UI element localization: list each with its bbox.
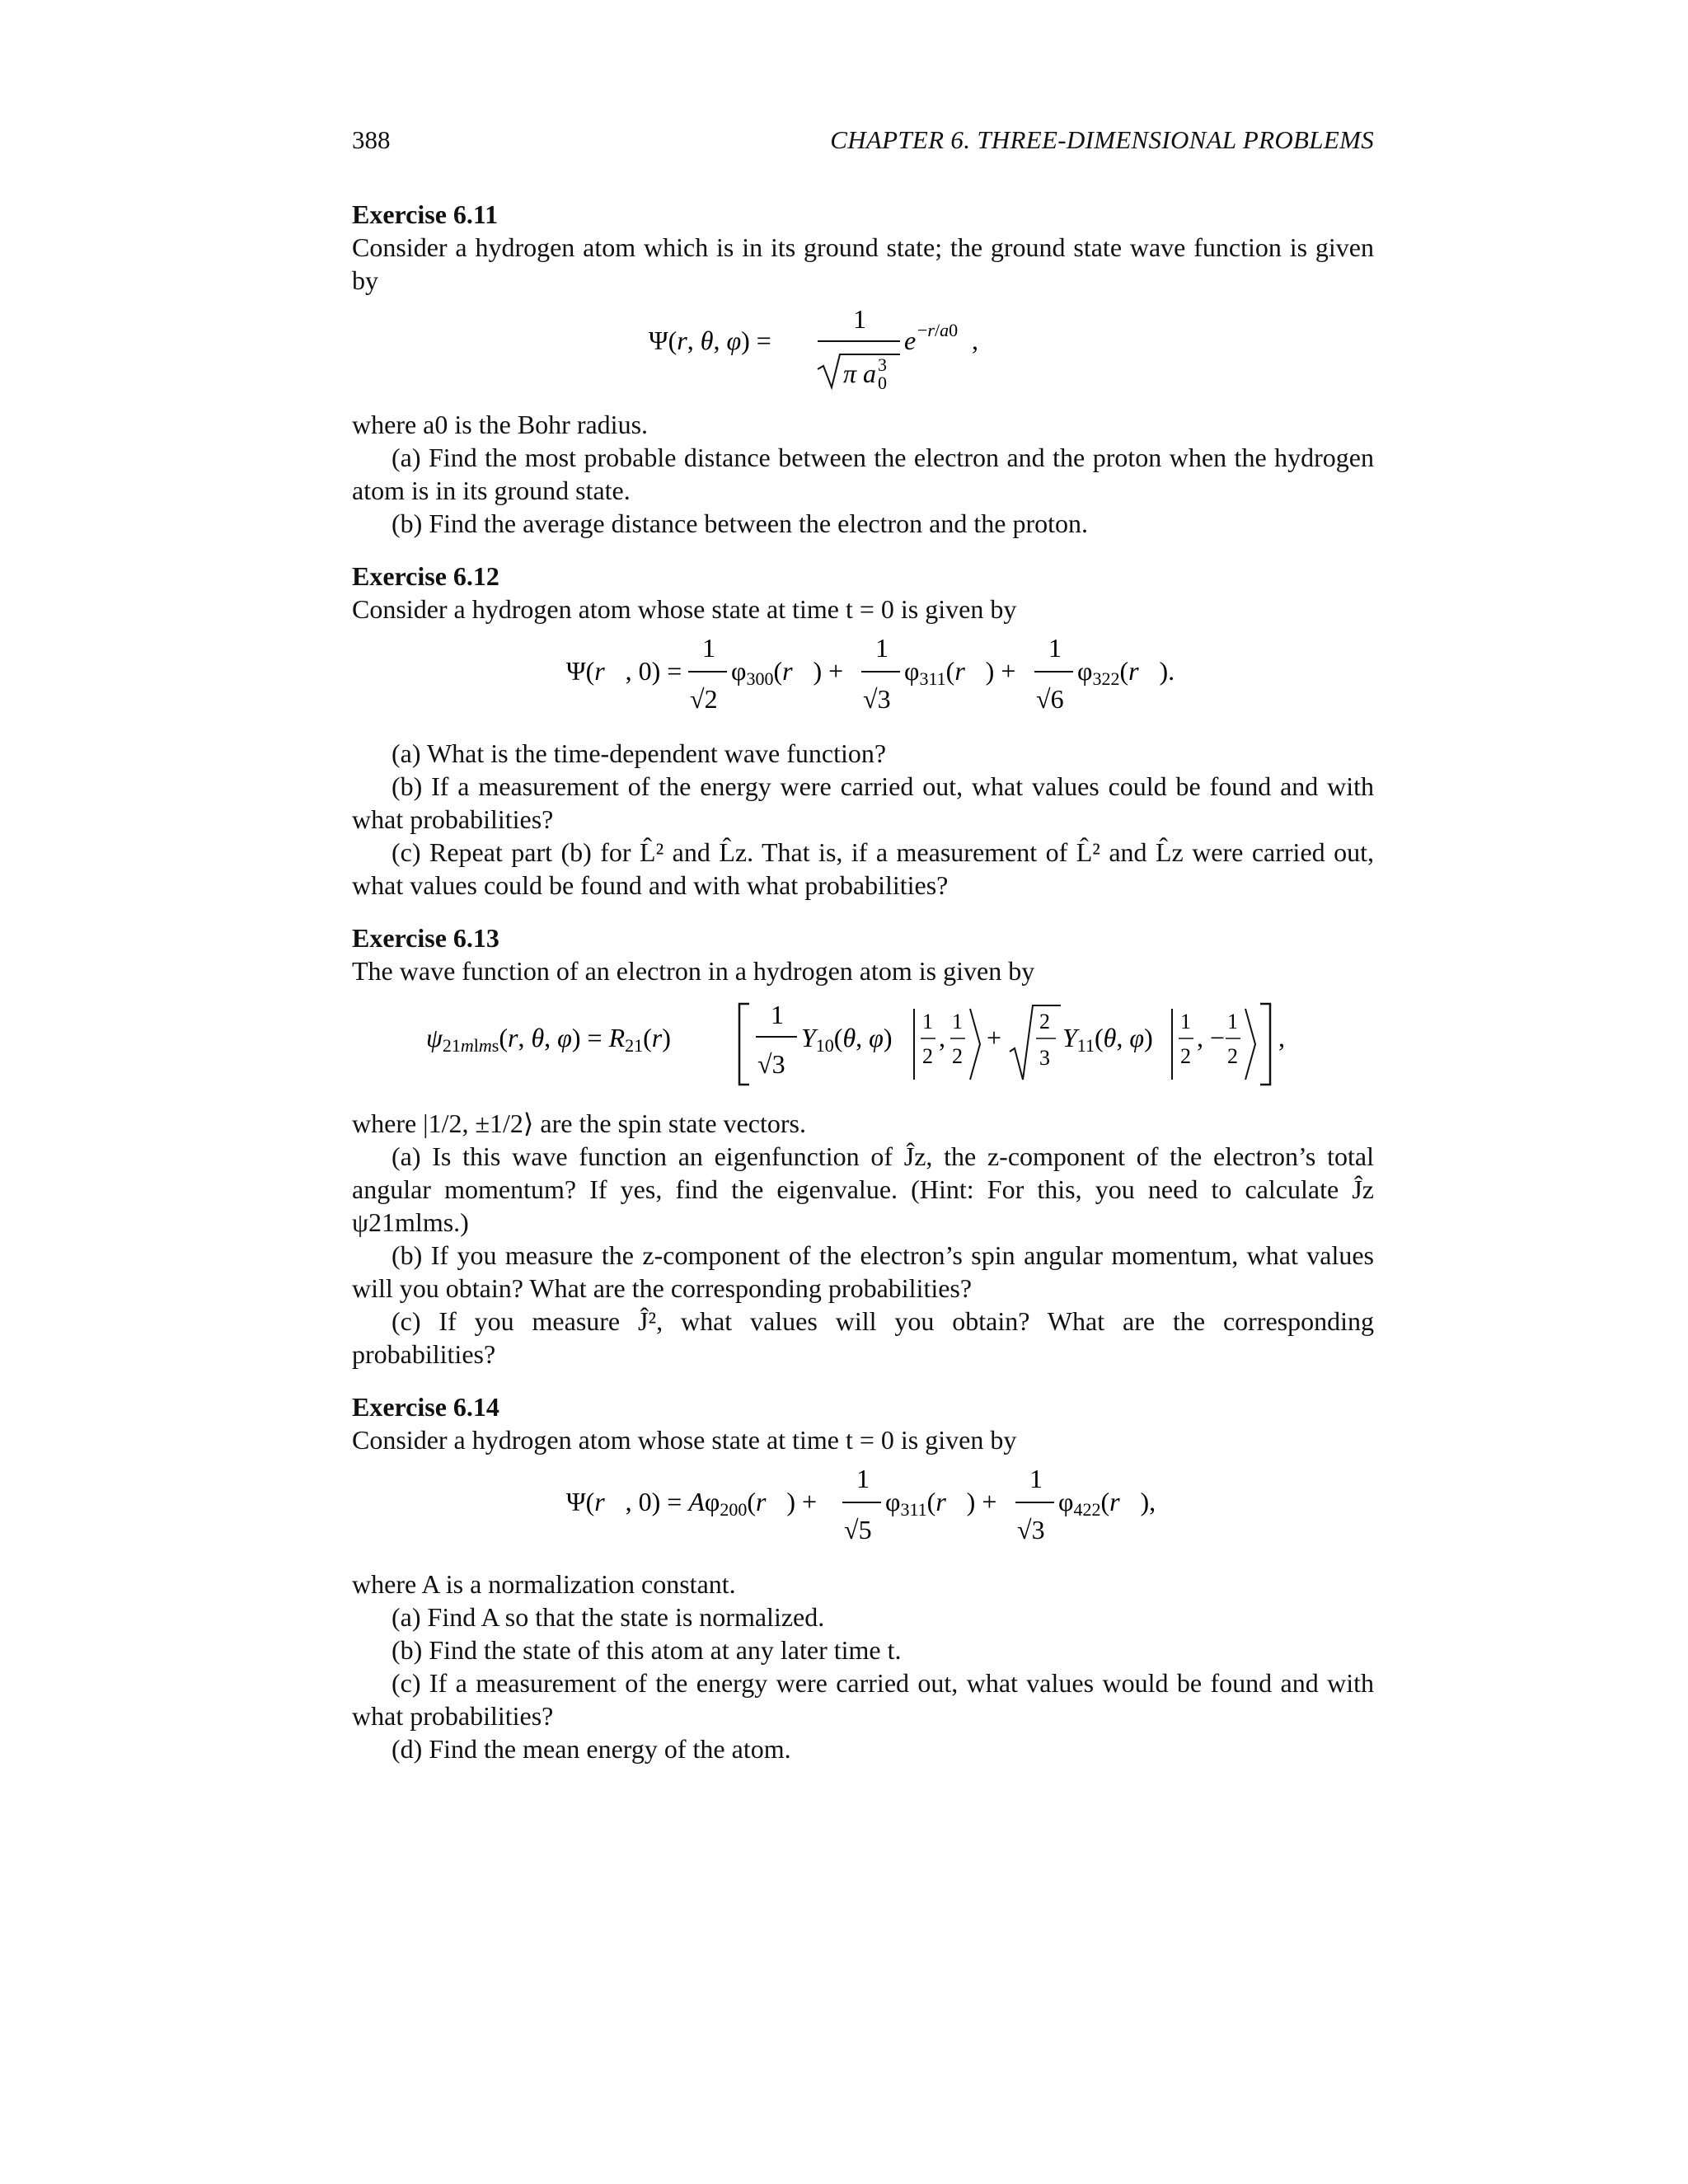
svg-text:φ311(r⃗) +: φ311(r⃗) + [904,656,1016,689]
svg-text:√5: √5 [844,1515,872,1544]
exercise-part-a: (a) What is the time-dependent wave function? [392,738,887,768]
exercise-part-c: (c) If you measure Ĵ², what values will you obtain? What are the corresponding probabilities? [352,1306,1374,1369]
exercise-part-b: (b) Find the state of this atom at any later time t. [392,1635,902,1665]
svg-text:√3: √3 [757,1049,785,1079]
svg-text:Ψ(r⃗, 0) = Aφ200(r⃗) +: Ψ(r⃗, 0) = Aφ200(r⃗) + [566,1487,818,1520]
svg-text:1: 1 [952,1010,963,1033]
svg-text:Ψ(r⃗, 0) =: Ψ(r⃗, 0) = [566,656,682,686]
exercise-intro: Consider a hydrogen atom whose state at time t = 0 is given by [352,594,1017,624]
exercise-part-d: (d) Find the mean energy of the atom. [392,1734,791,1764]
exercise-intro: Consider a hydrogen atom whose state at time t = 0 is given by [352,1425,1017,1455]
exercise-intro: Consider a hydrogen atom which is in its ground state; the ground state wave function is given by [352,232,1374,295]
svg-text:1: 1 [856,1464,870,1493]
svg-text:1: 1 [1227,1010,1238,1033]
exercise-after-equation: where A is a normalization constant. [352,1569,736,1599]
svg-text:,: , [939,1023,945,1052]
exercise-part-a: (a) Is this wave function an eigenfunction of Ĵz, the z-component of the electron’s total angular momentum? If yes, find the eigenvalue. (Hint: For this, you need to calculate Ĵz ψ21mlms.) [352,1141,1374,1237]
svg-text:1: 1 [702,633,715,663]
exercise-part-c: (c) Repeat part (b) for L̂² and L̂z. That is, if a measurement of L̂² and L̂z were carried out, what values could be found and with what probabilities? [352,837,1374,900]
page-content [352,198,1374,1785]
svg-text:1: 1 [875,633,889,663]
exercise-part-b: (b) If you measure the z-component of the electron’s spin angular momentum, what values will you obtain? What are the corresponding probabilities? [352,1240,1374,1303]
svg-text:e: e [904,326,917,355]
svg-text:φ322(r⃗).: φ322(r⃗). [1077,656,1175,689]
equation-svg [566,632,1175,723]
chapter-title: CHAPTER 6. THREE-DIMENSIONAL PROBLEMS [830,125,1374,154]
svg-text:π a: π a [843,359,877,388]
exercise-part-b: (b) Find the average distance between the electron and the proton. [392,509,1088,538]
svg-text:+: + [987,1023,1002,1052]
svg-text:3: 3 [878,354,887,375]
exercise-6-12 [352,560,1374,902]
svg-text:2: 2 [1180,1044,1191,1068]
svg-text:1: 1 [853,304,866,334]
svg-text:1: 1 [1180,1010,1191,1033]
equation-initial-state [352,632,1374,730]
svg-text:√3: √3 [863,684,891,714]
svg-text:√3: √3 [1017,1515,1045,1544]
svg-text:1: 1 [922,1010,933,1033]
svg-text:3: 3 [1039,1046,1050,1070]
svg-text:Y11(θ, φ): Y11(θ, φ) [1062,1023,1153,1056]
page-number: 388 [352,125,391,154]
svg-text:1: 1 [1029,1464,1043,1493]
equation-svg [649,303,1077,394]
exercise-part-c: (c) If a measurement of the energy were carried out, what values would be found and with what probabilities? [352,1668,1374,1731]
exercise-part-a: (a) Find A so that the state is normalized. [392,1602,825,1632]
equation-electron-wavefunction [352,994,1374,1100]
svg-text:,: , [972,326,978,355]
equation-ground-state [352,303,1374,401]
exercise-part-b: (b) If a measurement of the energy were carried out, what values could be found and with what probabilities? [352,771,1374,834]
svg-text:1: 1 [1048,633,1062,663]
svg-text:2: 2 [1227,1044,1238,1068]
equation-initial-state-normalization [352,1463,1374,1561]
svg-text:1: 1 [771,1000,784,1029]
exercise-title: Exercise 6.11 [352,199,499,229]
svg-text:2: 2 [952,1044,963,1068]
exercise-6-14 [352,1390,1374,1765]
svg-text:, −: , − [1197,1023,1226,1052]
exercise-title: Exercise 6.13 [352,923,499,953]
svg-text:2: 2 [922,1044,933,1068]
exercise-title: Exercise 6.14 [352,1392,499,1422]
svg-text:φ422(r⃗),: φ422(r⃗), [1058,1487,1156,1520]
exercise-intro: The wave function of an electron in a hydrogen atom is given by [352,956,1035,986]
exercise-title: Exercise 6.12 [352,561,499,591]
svg-text:2: 2 [1039,1010,1050,1033]
svg-text:Y10(θ, φ): Y10(θ, φ) [801,1023,893,1056]
exercise-after-equation: where |1/2, ±1/2⟩ are the spin state vectors. [352,1108,806,1138]
svg-text:−r/a0: −r/a0 [917,320,959,340]
svg-text:,: , [1278,1023,1285,1052]
equation-svg [426,994,1300,1093]
svg-text:0: 0 [878,373,887,393]
svg-text:φ300(r⃗) +: φ300(r⃗) + [731,656,844,689]
exercise-6-11 [352,198,1374,540]
exercise-part-a: (a) Find the most probable distance between the electron and the proton when the hydrogen atom is in its ground state. [352,443,1374,505]
svg-text:√6: √6 [1036,684,1064,714]
svg-text:ψ21mlms(r, θ, φ) = R21(r): ψ21mlms(r, θ, φ) = R21(r) [426,1023,671,1056]
exercise-6-13 [352,921,1374,1371]
svg-text:√2: √2 [690,684,718,714]
exercise-after-equation: where a0 is the Bohr radius. [352,410,649,439]
svg-text:φ311(r⃗) +: φ311(r⃗) + [885,1487,997,1520]
svg-text:Ψ(r, θ, φ) =: Ψ(r, θ, φ) = [649,326,771,355]
equation-svg [566,1463,1160,1554]
